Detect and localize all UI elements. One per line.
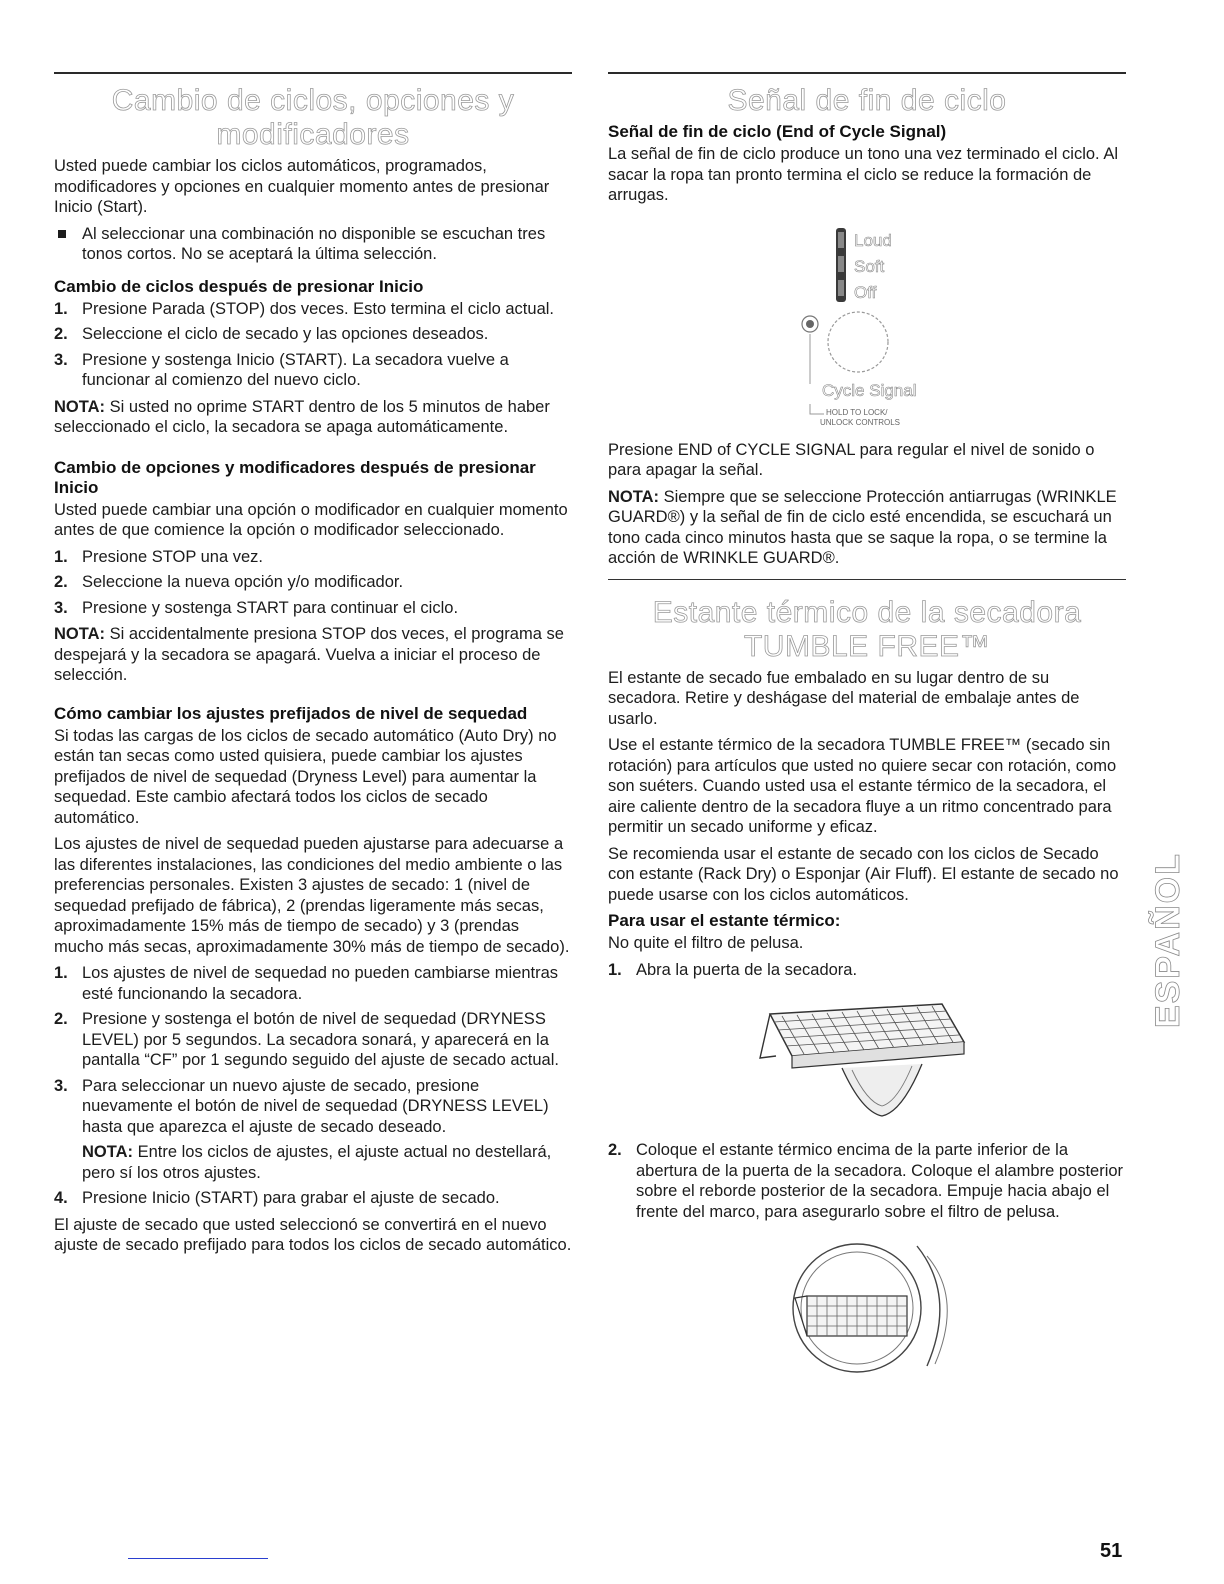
subheading: Cambio de ciclos después de presionar Inicio: [54, 276, 424, 296]
title-line: modificadores: [216, 118, 410, 151]
title-line: Señal de fin de ciclo: [727, 84, 1007, 117]
paragraph: El ajuste de secado que usted seleccionó se convertirá en el nuevo ajuste de secado prefijado para todos los ciclos de secado automático.: [54, 1215, 572, 1254]
note-paragraph: NOTA: Si accidentalmente presiona STOP dos veces, el programa se despejará y la secadora se apagará. Vuelva a iniciar el proceso de selección.: [54, 625, 564, 684]
cycle-signal-diagram: [608, 214, 1126, 434]
hold-label: HOLD TO LOCK/: [826, 407, 888, 417]
list-item: 2. Seleccione la nueva opción y/o modificador.: [54, 573, 404, 591]
paragraph: Presione END of CYCLE SIGNAL para regular el nivel de sonido o para apagar la señal.: [608, 440, 1095, 479]
section-divider: [608, 72, 1126, 74]
cycle-signal-panel-illustration: [608, 214, 1126, 434]
paragraph: Si todas las cargas de los ciclos de secado automático (Auto Dry) no están tan secas como usted quisiera, puede cambiar los ajustes prefijados de nivel de sequedad (Dryness Level) para aumentar la sequedad. Este cambio afectará todos los ciclos de secado automático.: [54, 726, 557, 827]
paragraph: Use el estante térmico de la secadora TUMBLE FREE™ (secado sin rotación) para artículos que usted no quiere secar con rotación, como son suéters. Cuando usted usa el estante térmico de la secadora, el aire caliente dentro de la secadora fluye a un ritmo concentrado para permitir un secado uniforme y eficaz.: [608, 736, 1117, 836]
paragraph: El estante de secado fue embalado en su lugar dentro de su secadora. Retire y deshágase del material de embalaje antes de usarlo.: [608, 668, 1080, 728]
subheading: Cambio de opciones y modificadores después de presionar Inicio: [54, 457, 536, 497]
step-note: NOTA: Entre los ciclos de ajustes, el ajuste actual no destellará, pero sí los otros ajustes.: [82, 1143, 552, 1182]
subheading: Señal de fin de ciclo (End of Cycle Signal): [608, 122, 947, 141]
note-paragraph: NOTA: Si usted no oprime START dentro de los 5 minutos de haber seleccionado el ciclo, la secadora se apaga automáticamente.: [54, 397, 550, 436]
left-column: [54, 72, 572, 1262]
list-item: 1. Los ajustes de nivel de sequedad no pueden cambiarse mientras esté funcionando la secadora.: [54, 964, 559, 1003]
steps-list: [54, 547, 572, 619]
list-item: 4. Presione Inicio (START) para grabar el ajuste de secado.: [54, 1189, 500, 1207]
steps-list: [54, 299, 572, 391]
list-item: Al seleccionar una combinación no disponible se escuchan tres tonos cortos. No se aceptará la última selección.: [54, 224, 572, 265]
button-label: Cycle Signal: [822, 380, 917, 400]
steps-list: [608, 1140, 1126, 1222]
paragraph: Usted puede cambiar una opción o modificador en cualquier momento antes de que comience la opción o modificador seleccionado.: [54, 500, 568, 539]
rack-in-dryer-illustration: [767, 1236, 967, 1376]
note-paragraph: NOTA: Siempre que se seleccione Protección antiarrugas (WRINKLE GUARD®) y la señal de fin de ciclo esté encendida, se escuchará un tono cada cinco minutos hasta que se saque la ropa, o se termine la acción de WRINKLE GUARD®.: [608, 487, 1117, 567]
list-item: 3. Presione y sostenga START para continuar el ciclo.: [54, 598, 459, 617]
section-title-estante: [608, 596, 1126, 664]
language-side-tab: ESPAÑOL: [1149, 852, 1187, 1028]
paragraph: Se recomienda usar el estante de secado con los ciclos de Secado con estante (Rack Dry) o Esponjar (Air Fluff). El estante de secado no puede usarse con los ciclos automáticos.: [608, 844, 1119, 904]
list-item: 2. Presione y sostenga el botón de nivel de sequedad (DRYNESS LEVEL) por 5 segundos. La secadora sonará, y aparecerá en la pantalla “CF” por 1 segundo seguido del ajuste de secado actual.: [54, 1010, 559, 1069]
level-label-soft: Soft: [854, 256, 885, 276]
drying-rack-illustration: [752, 994, 982, 1124]
title-line: Estante térmico de la secadora: [652, 595, 1082, 629]
paragraph: No quite el filtro de pelusa.: [608, 934, 804, 952]
subheading: Para usar el estante térmico:: [608, 911, 841, 930]
level-label-off: Off: [854, 282, 877, 302]
list-item: 1. Presione Parada (STOP) dos veces. Esto termina el ciclo actual.: [54, 299, 554, 318]
square-bullet-icon: [58, 230, 66, 238]
footer-rule: [128, 1558, 268, 1559]
list-item: 3. Para seleccionar un nuevo ajuste de secado, presione nuevamente el botón de nivel de sequedad (DRYNESS LEVEL) hasta que aparezca el ajuste de secado deseado. NOTA: Entre los ciclos de ajustes, el ajuste actual no destellará, pero sí los otros ajustes.: [54, 1076, 572, 1184]
section-title-cambio: [54, 84, 572, 152]
steps-list: [54, 963, 572, 1209]
subheading: Cómo cambiar los ajustes prefijados de nivel de sequedad: [54, 703, 528, 723]
level-label-loud: Loud: [854, 230, 892, 250]
section-divider: [54, 72, 572, 74]
list-item: 1. Presione STOP una vez.: [54, 547, 263, 566]
paragraph: Los ajustes de nivel de sequedad pueden ajustarse para adecuarse a las diferentes instalaciones, las condiciones del medio ambiente o las preferencias personales. Existen 3 ajustes de secado: 1 (nivel de sequedad prefijado de fábrica), 2 (prendas ligeramente más secas, aproximadamente 15% más de tiempo de secado) y 3 (prendas mucho más secas, aproximadamente 30% más de tiempo de secado).: [54, 835, 570, 956]
intro-paragraph: Usted puede cambiar los ciclos automáticos, programados, modificadores y opciones en cualquier momento antes de presionar Inicio (Start).: [54, 157, 550, 216]
page-number: 51: [1100, 1540, 1123, 1562]
paragraph: La señal de fin de ciclo produce un tono una vez terminado el ciclo. Al sacar la ropa tan pronto termina el ciclo se reduce la formación de arrugas.: [608, 145, 1118, 204]
cycle-signal-button: [828, 312, 888, 372]
right-column: [608, 72, 1126, 1392]
hold-label: UNLOCK CONTROLS: [820, 417, 901, 427]
title-line: Cambio de ciclos, opciones y: [111, 84, 515, 117]
bullet-list: [54, 224, 572, 265]
list-item: 1. Abra la puerta de la secadora.: [608, 960, 858, 979]
section-divider: [608, 579, 1126, 580]
list-item: 2. Coloque el estante térmico encima de la parte inferior de la abertura de la puerta de la secadora. Coloque el alambre posterior sobre el reborde posterior de la secadora. Empuje hacia abajo el frente del marco, para asegurarlo sobre el filtro de pelusa.: [608, 1141, 1124, 1221]
list-item: 3. Presione y sostenga Inicio (START). La secadora vuelve a funcionar al comienzo del nuevo ciclo.: [54, 350, 509, 389]
section-title-senal: [608, 84, 1126, 118]
list-item: 2. Seleccione el ciclo de secado y las opciones deseados.: [54, 325, 489, 343]
steps-list: [608, 960, 1126, 981]
title-line: TUMBLE FREE™: [743, 629, 991, 663]
